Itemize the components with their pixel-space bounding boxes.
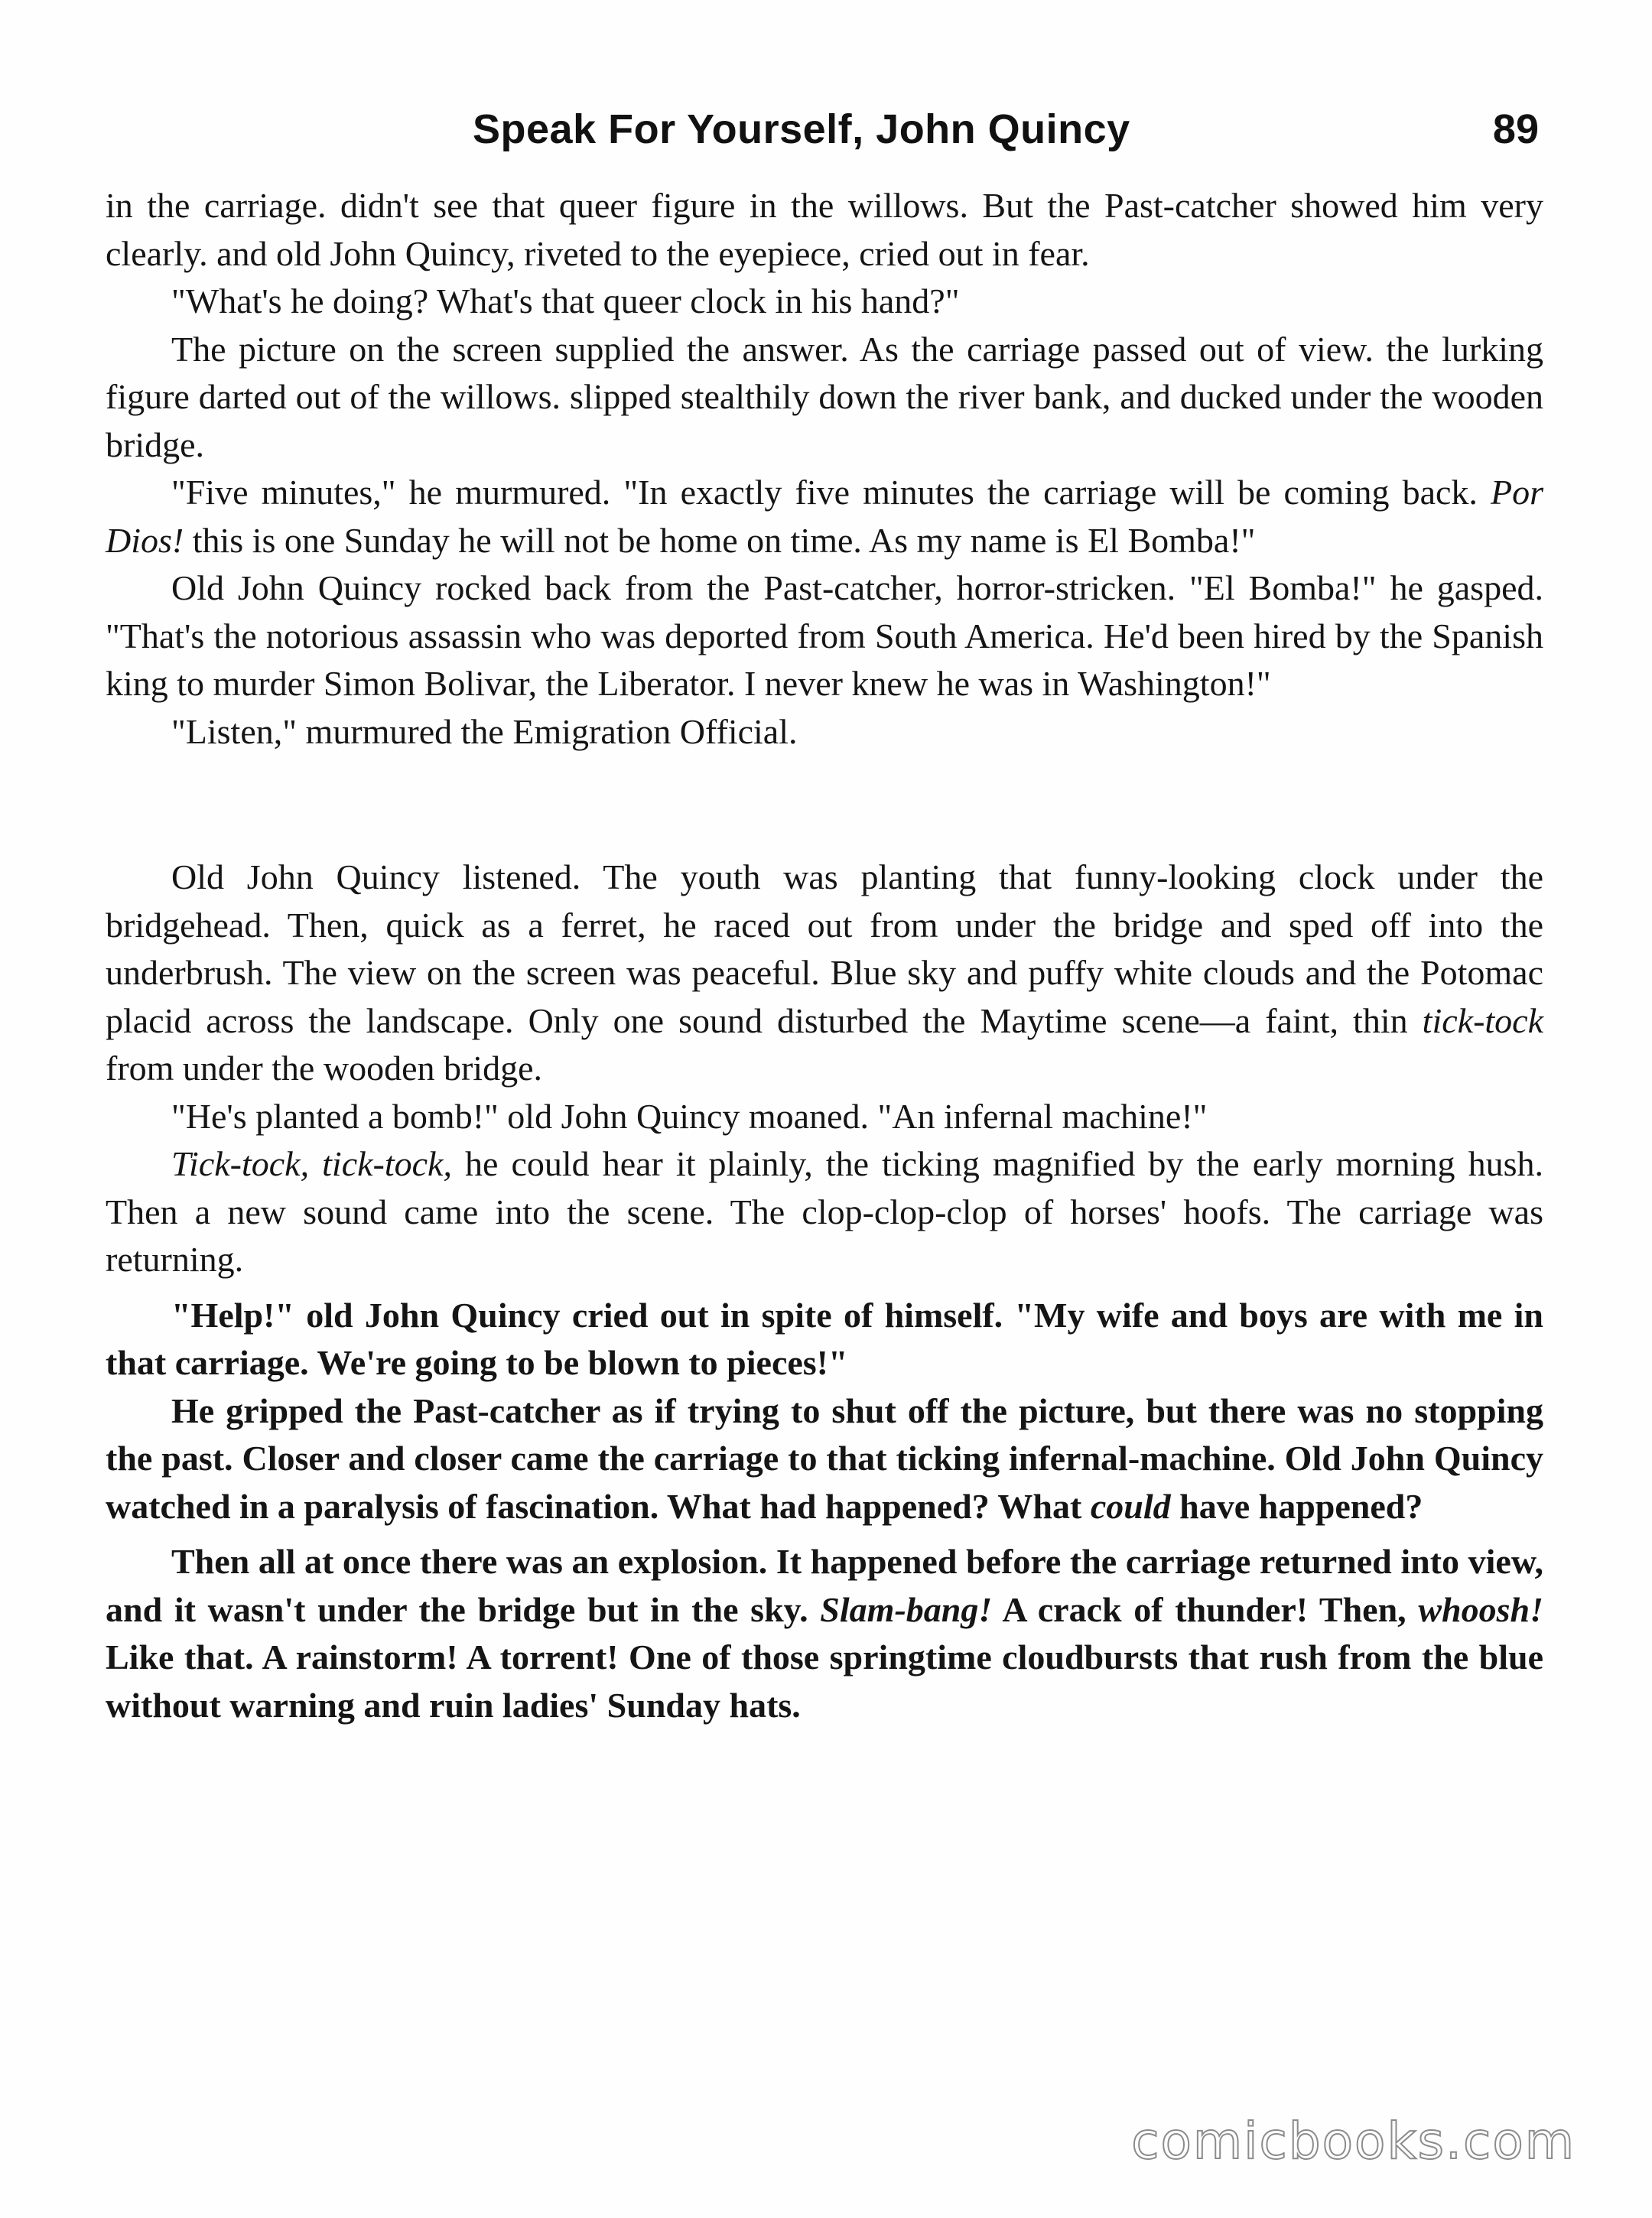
italic-phrase: whoosh! <box>1418 1589 1543 1629</box>
paragraph: Then all at once there was an explosion. It happened before the carriage returned into view, and it wasn't under the bridge but in the sky. Slam-bang! A crack of thunder! Then, whoosh! Like that. A rainstorm! A torrent! One of those springtime cloudbursts that rush from the blue without warning and ruin ladies' Sunday hats. <box>106 1542 1543 1725</box>
page-number: 89 <box>1492 106 1539 152</box>
paragraph: Old John Quincy listened. The youth was planting that funny-looking clock under the bridgehead. Then, quick as a ferret, he raced out from under the bridge and sped off into the underbrush. The view on the screen was peaceful. Blue sky and puffy white clouds and the Potomac placid across the landscape. Only one sound disturbed the Maytime scene—a faint, thin tick-tock from under the wooden bridge. <box>106 857 1543 1088</box>
paragraph: "Help!" old John Quincy cried out in spite of himself. "My wife and boys are with me in that carriage. We're going to be blown to pieces!" <box>106 1295 1543 1382</box>
paragraph: "Listen," murmured the Emigration Official. <box>171 711 798 751</box>
paragraph: "He's planted a bomb!" old John Quincy moaned. "An infernal machine!" <box>171 1096 1208 1136</box>
chapter-title: Speak For Yourself, John Quincy <box>473 106 1130 152</box>
italic-phrase: Slam-bang! <box>820 1589 993 1629</box>
paragraph: Tick-tock, tick-tock, he could hear it plainly, the ticking magnified by the early morning hush. Then a new sound came into the scene. The clop-clop-clop of horses' hoofs. The carriage was returning. <box>106 1144 1543 1279</box>
italic-phrase: could <box>1090 1486 1171 1526</box>
watermark: comicbooks.com <box>1131 2112 1576 2171</box>
paragraph: "What's he doing? What's that queer clock in his hand?" <box>171 281 960 320</box>
paragraph: Old John Quincy rocked back from the Past-catcher, horror-stricken. "El Bomba!" he gasped. "That's the notorious assassin who was deported from South America. He'd been hired by the Spanish king to murder Simon Bolivar, the Liberator. I never knew he was in Washington!" <box>106 568 1543 703</box>
paragraph: in the carriage. didn't see that queer figure in the willows. But the Past-catcher showed him very clearly. and old John Quincy, riveted to the eyepiece, cried out in fear. <box>106 186 1543 273</box>
italic-phrase: Por Dios! <box>106 473 1543 560</box>
italic-phrase: Tick-tock, tick-tock, <box>171 1144 452 1183</box>
paragraph: He gripped the Past-catcher as if trying to shut off the picture, but there was no stopping the past. Closer and closer came the carriage to that ticking infernal-machine. Old John Quincy watched in a paralysis of fascination. What had happened? What could have happened? <box>106 1390 1543 1526</box>
running-head <box>0 106 1652 174</box>
body-text <box>106 182 1543 1729</box>
paragraph: "Five minutes," he murmured. "In exactly five minutes the carriage will be coming back. Por Dios! this is one Sunday he will not be home on time. As my name is El Bomba!" <box>106 473 1543 560</box>
italic-phrase: tick-tock <box>1422 1000 1543 1040</box>
paragraph: The picture on the screen supplied the answer. As the carriage passed out of view. the lurking figure darted out of the willows. slipped stealthily down the river bank, and ducked under the wooden bridge. <box>106 329 1543 464</box>
